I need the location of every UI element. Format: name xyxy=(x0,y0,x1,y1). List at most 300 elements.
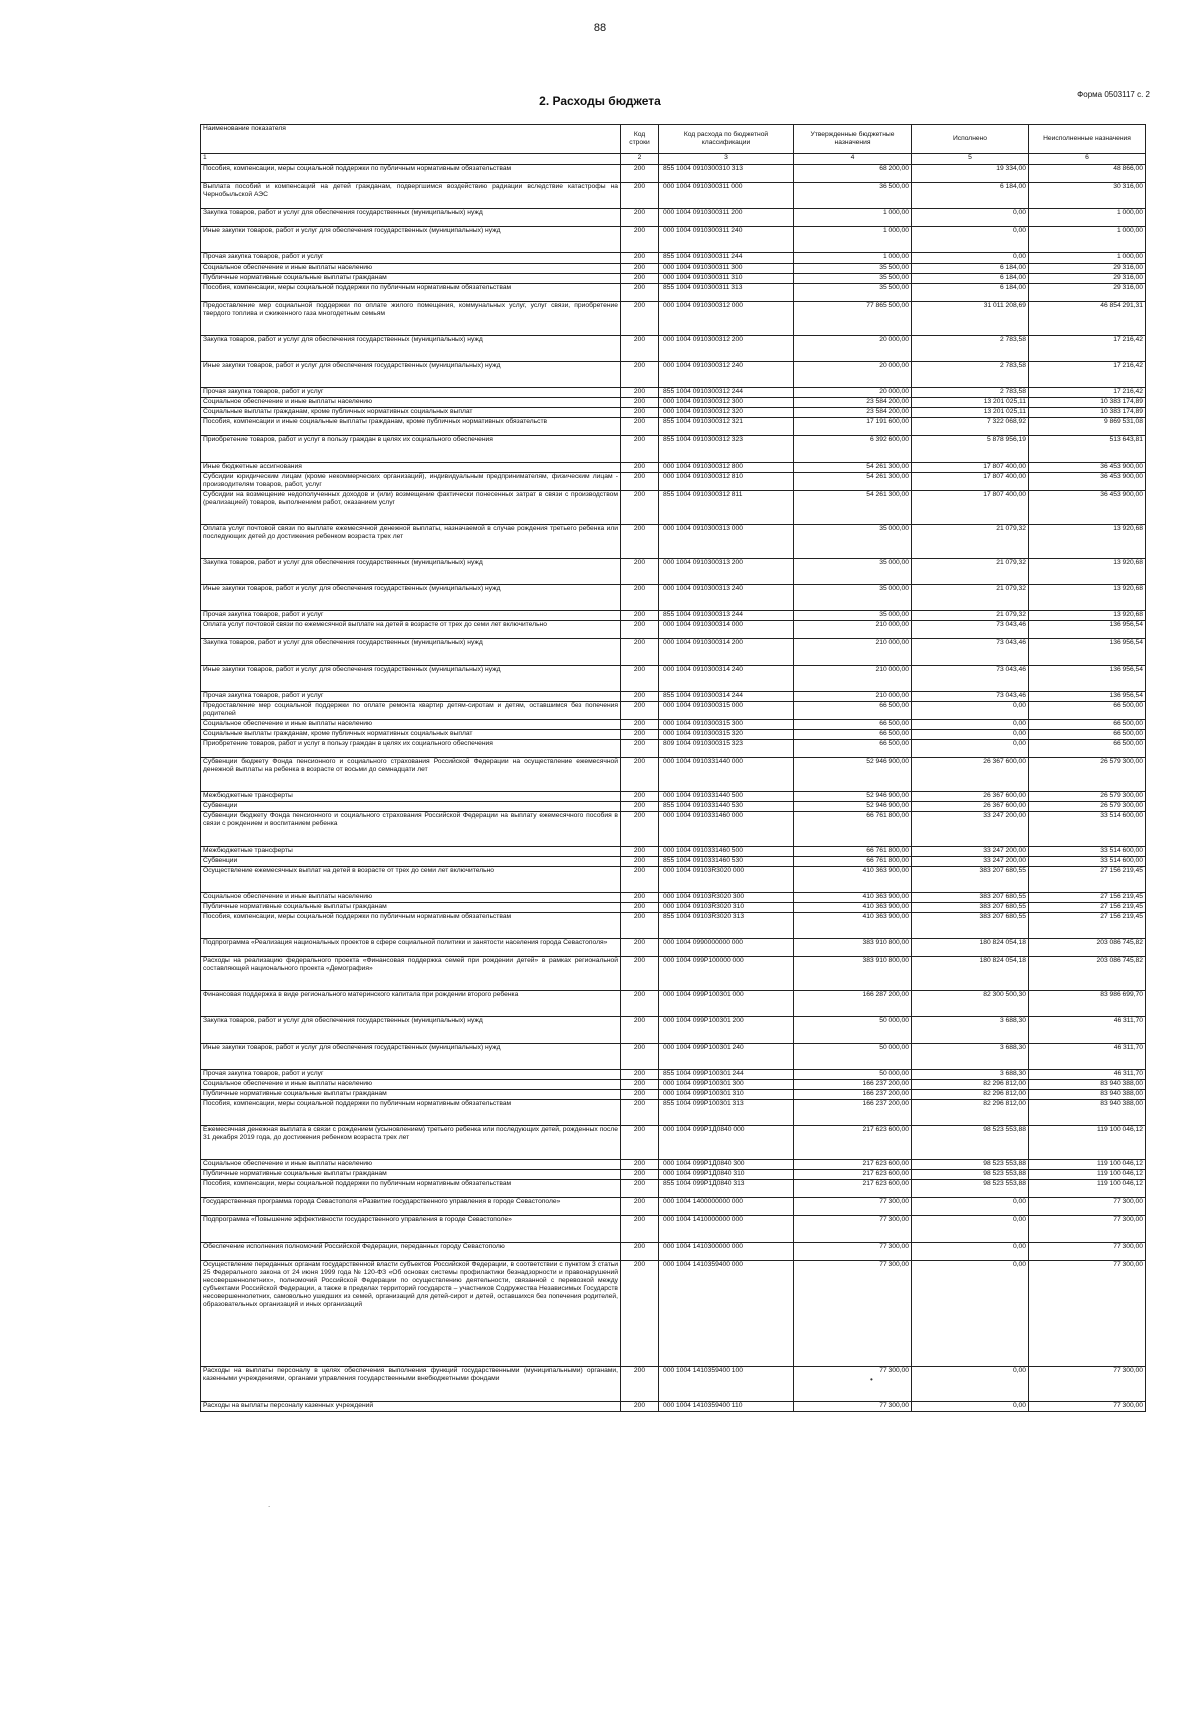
row-name: Закупка товаров, работ и услуг для обеспечения государственных (муниципальных) нужд xyxy=(201,335,621,361)
row-executed: 73 043,46 xyxy=(912,621,1029,639)
row-kbk-code: 000 1004 0990000000 000 xyxy=(659,939,794,957)
row-approved: 210 000,00 xyxy=(794,665,912,691)
row-approved: 77 300,00 xyxy=(794,1401,912,1411)
row-executed: 98 523 553,88 xyxy=(912,1160,1029,1170)
column-number-row xyxy=(201,154,1146,165)
row-unexecuted: 9 869 531,08 xyxy=(1029,418,1146,436)
row-line-code: 200 xyxy=(621,209,659,227)
row-name: Субсидии юридическим лицам (кроме некоммерческих организаций), индивидуальным предпринимателям, физическим лицам - производителям товаров, работ, услуг xyxy=(201,472,621,490)
row-unexecuted: 48 866,00 xyxy=(1029,165,1146,183)
table-row xyxy=(201,1099,1146,1125)
row-line-code: 200 xyxy=(621,398,659,408)
table-row xyxy=(201,902,1146,912)
form-code: Форма 0503117 с. 2 xyxy=(1077,90,1150,99)
table-row xyxy=(201,335,1146,361)
row-executed: 33 247 200,00 xyxy=(912,856,1029,866)
row-line-code: 200 xyxy=(621,1401,659,1411)
row-unexecuted: 36 453 900,00 xyxy=(1029,472,1146,490)
row-unexecuted: 77 300,00 xyxy=(1029,1216,1146,1242)
table-row xyxy=(201,436,1146,462)
row-line-code: 200 xyxy=(621,639,659,665)
row-executed: 17 807 400,00 xyxy=(912,462,1029,472)
table-row xyxy=(201,462,1146,472)
row-unexecuted: 46 311,70 xyxy=(1029,1069,1146,1079)
row-approved: 54 261 300,00 xyxy=(794,472,912,490)
row-name: Субвенции бюджету Фонда пенсионного и социального страхования Российской Федерации на осуществление ежемесячной денежной выплаты на ребенка в возрасте от восьми до семнадцати лет xyxy=(201,758,621,792)
row-unexecuted: 77 300,00 xyxy=(1029,1260,1146,1367)
row-approved: 166 237 200,00 xyxy=(794,1099,912,1125)
row-executed: 6 184,00 xyxy=(912,263,1029,273)
row-kbk-code: 000 1004 0910331440 000 xyxy=(659,758,794,792)
row-unexecuted: 77 300,00 xyxy=(1029,1198,1146,1216)
row-executed: 98 523 553,88 xyxy=(912,1126,1029,1160)
row-approved: 166 237 200,00 xyxy=(794,1079,912,1089)
row-unexecuted: 119 100 046,12 xyxy=(1029,1126,1146,1160)
row-executed: 73 043,46 xyxy=(912,639,1029,665)
row-kbk-code: 855 1004 0910300312 811 xyxy=(659,490,794,524)
table-row xyxy=(201,1069,1146,1079)
row-kbk-code: 000 1004 0910331460 500 xyxy=(659,846,794,856)
row-executed: 13 201 025,11 xyxy=(912,398,1029,408)
row-approved: 66 500,00 xyxy=(794,729,912,739)
table-row xyxy=(201,283,1146,301)
row-kbk-code: 000 1004 099P1Д0840 300 xyxy=(659,1160,794,1170)
row-approved: 66 500,00 xyxy=(794,701,912,719)
row-unexecuted: 66 500,00 xyxy=(1029,719,1146,729)
row-kbk-code: 855 1004 0910331440 530 xyxy=(659,802,794,812)
row-unexecuted: 1 000,00 xyxy=(1029,227,1146,253)
row-kbk-code: 000 1004 0910300315 000 xyxy=(659,701,794,719)
table-row xyxy=(201,639,1146,665)
row-kbk-code: 000 1004 0910300311 000 xyxy=(659,183,794,209)
row-name: Социальное обеспечение и иные выплаты населению xyxy=(201,398,621,408)
row-approved: 217 623 600,00 xyxy=(794,1170,912,1180)
row-approved: 6 392 600,00 xyxy=(794,436,912,462)
table-header xyxy=(201,125,1146,165)
row-name: Предоставление мер социальной поддержки по оплате ремонта квартир детям-сиротам и детям, оставшимся без попечения родителей xyxy=(201,701,621,719)
row-executed: 0,00 xyxy=(912,1367,1029,1401)
row-unexecuted: 203 086 745,82 xyxy=(1029,957,1146,991)
row-name: Обеспечение исполнения полномочий Российской Федерации, переданных городу Севастополю xyxy=(201,1242,621,1260)
row-name: Прочая закупка товаров, работ и услуг xyxy=(201,388,621,398)
row-kbk-code: 000 1004 0910331460 000 xyxy=(659,812,794,846)
row-kbk-code: 000 1004 099P100301 300 xyxy=(659,1079,794,1089)
row-executed: 2 783,58 xyxy=(912,362,1029,388)
table-row xyxy=(201,1089,1146,1099)
row-approved: 66 761 800,00 xyxy=(794,812,912,846)
row-line-code: 200 xyxy=(621,1198,659,1216)
row-executed: 383 207 680,55 xyxy=(912,912,1029,938)
table-row xyxy=(201,758,1146,792)
row-kbk-code: 000 1004 09103R3020 310 xyxy=(659,902,794,912)
header-executed: Исполнено xyxy=(912,125,1029,154)
row-approved: 52 946 900,00 xyxy=(794,802,912,812)
row-kbk-code: 809 1004 0910300315 323 xyxy=(659,740,794,758)
row-kbk-code: 855 1004 0910300313 244 xyxy=(659,611,794,621)
table-row xyxy=(201,1401,1146,1411)
table-row xyxy=(201,559,1146,585)
row-line-code: 200 xyxy=(621,856,659,866)
row-approved: 52 946 900,00 xyxy=(794,792,912,802)
table-row xyxy=(201,856,1146,866)
row-executed: 13 201 025,11 xyxy=(912,408,1029,418)
row-approved: 210 000,00 xyxy=(794,691,912,701)
row-approved: 20 000,00 xyxy=(794,335,912,361)
row-approved: 410 363 900,00 xyxy=(794,912,912,938)
row-executed: 17 807 400,00 xyxy=(912,490,1029,524)
row-unexecuted: 27 156 219,45 xyxy=(1029,866,1146,892)
row-line-code: 200 xyxy=(621,301,659,335)
row-kbk-code: 855 1004 0910300312 323 xyxy=(659,436,794,462)
row-approved: 383 910 800,00 xyxy=(794,957,912,991)
header-kbk: Код расхода по бюджетной классификации xyxy=(659,125,794,154)
table-row xyxy=(201,912,1146,938)
header-approved: Утвержденные бюджетные назначения xyxy=(794,125,912,154)
row-name: Подпрограмма «Повышение эффективности государственного управления в городе Севастополе» xyxy=(201,1216,621,1242)
row-name: Пособия, компенсации, меры социальной поддержки по публичным нормативным обязательствам xyxy=(201,165,621,183)
row-approved: 77 300,00 xyxy=(794,1242,912,1260)
row-unexecuted: 46 854 291,31 xyxy=(1029,301,1146,335)
scan-mark: • xyxy=(870,1375,873,1384)
row-unexecuted: 33 514 600,00 xyxy=(1029,856,1146,866)
row-kbk-code: 855 1004 099P1Д0840 313 xyxy=(659,1180,794,1198)
table-row xyxy=(201,253,1146,263)
row-approved: 54 261 300,00 xyxy=(794,490,912,524)
row-unexecuted: 17 216,42 xyxy=(1029,388,1146,398)
row-line-code: 200 xyxy=(621,585,659,611)
row-unexecuted: 27 156 219,45 xyxy=(1029,892,1146,902)
row-line-code: 200 xyxy=(621,1170,659,1180)
row-unexecuted: 36 453 900,00 xyxy=(1029,462,1146,472)
row-kbk-code: 000 1004 0910300312 320 xyxy=(659,408,794,418)
row-line-code: 200 xyxy=(621,792,659,802)
row-executed: 2 783,58 xyxy=(912,388,1029,398)
table-row xyxy=(201,846,1146,856)
row-unexecuted: 66 500,00 xyxy=(1029,729,1146,739)
row-approved: 1 000,00 xyxy=(794,227,912,253)
row-line-code: 200 xyxy=(621,388,659,398)
row-line-code: 200 xyxy=(621,758,659,792)
scan-mark: . xyxy=(268,1500,271,1509)
table-row xyxy=(201,1170,1146,1180)
row-line-code: 200 xyxy=(621,490,659,524)
row-approved: 410 363 900,00 xyxy=(794,902,912,912)
column-number: 5 xyxy=(912,154,1029,165)
row-line-code: 200 xyxy=(621,273,659,283)
row-name: Расходы на реализацию федерального проекта «Финансовая поддержка семей при рождении детей» в рамках региональной составляющей национального проекта «Демография» xyxy=(201,957,621,991)
row-name: Финансовая поддержка в виде регионального материнского капитала при рождении второго ребенка xyxy=(201,991,621,1017)
row-executed: 3 688,30 xyxy=(912,1017,1029,1043)
row-name: Расходы на выплаты персоналу казенных учреждений xyxy=(201,1401,621,1411)
row-unexecuted: 26 579 300,00 xyxy=(1029,792,1146,802)
row-executed: 2 783,58 xyxy=(912,335,1029,361)
row-unexecuted: 119 100 046,12 xyxy=(1029,1180,1146,1198)
row-executed: 0,00 xyxy=(912,1401,1029,1411)
row-name: Приобретение товаров, работ и услуг в пользу граждан в целях их социального обеспечения xyxy=(201,436,621,462)
row-name: Публичные нормативные социальные выплаты гражданам xyxy=(201,1170,621,1180)
row-name: Расходы на выплаты персоналу в целях обеспечения выполнения функций государственными (муниципальными) органами, казенными учреждениями, органами управления государственными внебюджетными фондами xyxy=(201,1367,621,1401)
table-row xyxy=(201,939,1146,957)
row-approved: 210 000,00 xyxy=(794,639,912,665)
table-row xyxy=(201,1216,1146,1242)
row-name: Приобретение товаров, работ и услуг в пользу граждан в целях их социального обеспечения xyxy=(201,740,621,758)
row-kbk-code: 000 1004 0910300315 320 xyxy=(659,729,794,739)
row-approved: 50 000,00 xyxy=(794,1017,912,1043)
row-executed: 26 367 600,00 xyxy=(912,758,1029,792)
row-line-code: 200 xyxy=(621,1043,659,1069)
row-kbk-code: 000 1004 0910300312 000 xyxy=(659,301,794,335)
row-executed: 26 367 600,00 xyxy=(912,802,1029,812)
row-line-code: 200 xyxy=(621,902,659,912)
row-name: Иные закупки товаров, работ и услуг для обеспечения государственных (муниципальных) нужд xyxy=(201,665,621,691)
table-row xyxy=(201,1043,1146,1069)
row-line-code: 200 xyxy=(621,418,659,436)
table-row xyxy=(201,183,1146,209)
header-name: Наименование показателя xyxy=(201,125,621,154)
row-unexecuted: 27 156 219,45 xyxy=(1029,912,1146,938)
row-unexecuted: 26 579 300,00 xyxy=(1029,802,1146,812)
row-line-code: 200 xyxy=(621,462,659,472)
table-row xyxy=(201,398,1146,408)
row-unexecuted: 27 156 219,45 xyxy=(1029,902,1146,912)
table-row xyxy=(201,408,1146,418)
row-approved: 1 000,00 xyxy=(794,253,912,263)
row-line-code: 200 xyxy=(621,263,659,273)
row-approved: 1 000,00 xyxy=(794,209,912,227)
row-line-code: 200 xyxy=(621,1242,659,1260)
row-executed: 6 184,00 xyxy=(912,273,1029,283)
column-number: 6 xyxy=(1029,154,1146,165)
table-row xyxy=(201,957,1146,991)
row-kbk-code: 855 1004 09103R3020 313 xyxy=(659,912,794,938)
row-approved: 36 500,00 xyxy=(794,183,912,209)
row-unexecuted: 29 316,00 xyxy=(1029,273,1146,283)
row-kbk-code: 000 1004 099P1Д0840 000 xyxy=(659,1126,794,1160)
row-executed: 17 807 400,00 xyxy=(912,472,1029,490)
table-row xyxy=(201,691,1146,701)
row-kbk-code: 000 1004 1410359400 110 xyxy=(659,1401,794,1411)
row-approved: 17 191 600,00 xyxy=(794,418,912,436)
row-unexecuted: 46 311,70 xyxy=(1029,1017,1146,1043)
table-row xyxy=(201,209,1146,227)
column-number: 3 xyxy=(659,154,794,165)
row-approved: 77 300,00 xyxy=(794,1367,912,1401)
row-kbk-code: 000 1004 1410359400 100 xyxy=(659,1367,794,1401)
row-executed: 383 207 680,55 xyxy=(912,866,1029,892)
table-row xyxy=(201,611,1146,621)
column-number: 4 xyxy=(794,154,912,165)
row-line-code: 200 xyxy=(621,253,659,263)
header-line-code: Код строки xyxy=(621,125,659,154)
row-line-code: 200 xyxy=(621,892,659,902)
row-line-code: 200 xyxy=(621,1126,659,1160)
row-name: Публичные нормативные социальные выплаты гражданам xyxy=(201,902,621,912)
row-executed: 0,00 xyxy=(912,701,1029,719)
row-unexecuted: 513 643,81 xyxy=(1029,436,1146,462)
row-line-code: 200 xyxy=(621,621,659,639)
table-row xyxy=(201,701,1146,719)
row-kbk-code: 000 1004 0910300312 810 xyxy=(659,472,794,490)
row-name: Прочая закупка товаров, работ и услуг xyxy=(201,253,621,263)
row-name: Иные закупки товаров, работ и услуг для обеспечения государственных (муниципальных) нужд xyxy=(201,585,621,611)
row-name: Субвенции xyxy=(201,856,621,866)
row-executed: 21 079,32 xyxy=(912,524,1029,558)
row-kbk-code: 000 1004 09103R3020 000 xyxy=(659,866,794,892)
row-approved: 35 000,00 xyxy=(794,611,912,621)
row-name: Социальные выплаты гражданам, кроме публичных нормативных социальных выплат xyxy=(201,408,621,418)
row-unexecuted: 33 514 600,00 xyxy=(1029,812,1146,846)
row-name: Предоставление мер социальной поддержки по оплате жилого помещения, коммунальных услуг, услуг связи, приобретение твердого топлива и сжиженного газа многодетным семьям xyxy=(201,301,621,335)
row-executed: 82 296 812,00 xyxy=(912,1089,1029,1099)
row-name: Субвенции бюджету Фонда пенсионного и социального страхования Российской Федерации на выплату ежемесячного пособия в связи с рождением и воспитанием ребенка xyxy=(201,812,621,846)
row-approved: 52 946 900,00 xyxy=(794,758,912,792)
row-kbk-code: 855 1004 0910300314 244 xyxy=(659,691,794,701)
page-number: 88 xyxy=(593,22,607,34)
row-executed: 180 824 054,18 xyxy=(912,957,1029,991)
row-executed: 0,00 xyxy=(912,1198,1029,1216)
row-unexecuted: 119 100 046,12 xyxy=(1029,1170,1146,1180)
row-name: Социальное обеспечение и иные выплаты населению xyxy=(201,263,621,273)
row-line-code: 200 xyxy=(621,524,659,558)
row-name: Субсидии на возмещение недополученных доходов и (или) возмещение фактически понесенных затрат в связи с производством (реализацией) товаров, выполнением работ, оказанием услуг xyxy=(201,490,621,524)
row-name: Межбюджетные трансферты xyxy=(201,792,621,802)
table-row xyxy=(201,802,1146,812)
row-line-code: 200 xyxy=(621,362,659,388)
row-line-code: 200 xyxy=(621,1099,659,1125)
row-executed: 73 043,46 xyxy=(912,691,1029,701)
row-kbk-code: 855 1004 099P100301 313 xyxy=(659,1099,794,1125)
row-kbk-code: 000 1004 0910300312 240 xyxy=(659,362,794,388)
table-row xyxy=(201,388,1146,398)
row-line-code: 200 xyxy=(621,740,659,758)
row-executed: 3 688,30 xyxy=(912,1043,1029,1069)
row-kbk-code: 000 1004 1400000000 000 xyxy=(659,1198,794,1216)
row-line-code: 200 xyxy=(621,866,659,892)
row-approved: 77 865 500,00 xyxy=(794,301,912,335)
row-line-code: 200 xyxy=(621,283,659,301)
row-name: Иные бюджетные ассигнования xyxy=(201,462,621,472)
row-line-code: 200 xyxy=(621,701,659,719)
row-approved: 66 500,00 xyxy=(794,740,912,758)
row-kbk-code: 855 1004 0910300310 313 xyxy=(659,165,794,183)
row-unexecuted: 77 300,00 xyxy=(1029,1401,1146,1411)
row-executed: 6 184,00 xyxy=(912,183,1029,209)
row-approved: 210 000,00 xyxy=(794,621,912,639)
row-kbk-code: 000 1004 1410300000 000 xyxy=(659,1242,794,1260)
row-unexecuted: 26 579 300,00 xyxy=(1029,758,1146,792)
row-approved: 50 000,00 xyxy=(794,1069,912,1079)
row-unexecuted: 29 316,00 xyxy=(1029,263,1146,273)
row-executed: 21 079,32 xyxy=(912,611,1029,621)
table-row xyxy=(201,1180,1146,1198)
row-unexecuted: 203 086 745,82 xyxy=(1029,939,1146,957)
row-approved: 66 500,00 xyxy=(794,719,912,729)
row-line-code: 200 xyxy=(621,611,659,621)
row-name: Закупка товаров, работ и услуг для обеспечения государственных (муниципальных) нужд xyxy=(201,559,621,585)
row-line-code: 200 xyxy=(621,408,659,418)
row-executed: 383 207 680,55 xyxy=(912,902,1029,912)
row-kbk-code: 000 1004 0910331440 500 xyxy=(659,792,794,802)
row-line-code: 200 xyxy=(621,183,659,209)
row-kbk-code: 000 1004 0910300315 300 xyxy=(659,719,794,729)
row-approved: 35 000,00 xyxy=(794,559,912,585)
row-kbk-code: 000 1004 0910300313 000 xyxy=(659,524,794,558)
row-unexecuted: 10 383 174,89 xyxy=(1029,408,1146,418)
row-line-code: 200 xyxy=(621,1216,659,1242)
row-name: Оплата услуг почтовой связи по ежемесячной выплате на детей в возрасте от трех до семи лет включительно xyxy=(201,621,621,639)
row-unexecuted: 36 453 900,00 xyxy=(1029,490,1146,524)
row-approved: 77 300,00 xyxy=(794,1216,912,1242)
row-executed: 0,00 xyxy=(912,740,1029,758)
row-line-code: 200 xyxy=(621,1260,659,1367)
table-row xyxy=(201,812,1146,846)
row-approved: 217 623 600,00 xyxy=(794,1126,912,1160)
row-executed: 0,00 xyxy=(912,1260,1029,1367)
row-line-code: 200 xyxy=(621,729,659,739)
row-unexecuted: 17 216,42 xyxy=(1029,335,1146,361)
row-approved: 410 363 900,00 xyxy=(794,892,912,902)
row-approved: 35 500,00 xyxy=(794,283,912,301)
row-approved: 166 237 200,00 xyxy=(794,1089,912,1099)
row-kbk-code: 000 1004 0910300314 200 xyxy=(659,639,794,665)
table-row xyxy=(201,729,1146,739)
row-approved: 23 584 200,00 xyxy=(794,398,912,408)
row-kbk-code: 000 1004 0910300312 300 xyxy=(659,398,794,408)
row-kbk-code: 000 1004 1410000000 000 xyxy=(659,1216,794,1242)
row-approved: 217 623 600,00 xyxy=(794,1180,912,1198)
row-unexecuted: 66 500,00 xyxy=(1029,740,1146,758)
row-executed: 383 207 680,55 xyxy=(912,892,1029,902)
row-kbk-code: 000 1004 0910300314 240 xyxy=(659,665,794,691)
row-line-code: 200 xyxy=(621,691,659,701)
table-row xyxy=(201,621,1146,639)
table-row xyxy=(201,740,1146,758)
row-kbk-code: 000 1004 0910300311 310 xyxy=(659,273,794,283)
row-name: Ежемесячная денежная выплата в связи с рождением (усыновлением) третьего ребенка или последующих детей, рожденных после 31 декабря 2019 года, до достижения ребенком возраста трех лет xyxy=(201,1126,621,1160)
row-kbk-code: 000 1004 099P100301 200 xyxy=(659,1017,794,1043)
row-name: Социальные выплаты гражданам, кроме публичных нормативных социальных выплат xyxy=(201,729,621,739)
table-body xyxy=(201,165,1146,1412)
row-unexecuted: 30 316,00 xyxy=(1029,183,1146,209)
row-executed: 21 079,32 xyxy=(912,559,1029,585)
row-line-code: 200 xyxy=(621,1160,659,1170)
row-name: Пособия, компенсации и иные социальные выплаты гражданам, кроме публичных нормативных обязательств xyxy=(201,418,621,436)
row-name: Иные закупки товаров, работ и услуг для обеспечения государственных (муниципальных) нужд xyxy=(201,227,621,253)
row-name: Публичные нормативные социальные выплаты гражданам xyxy=(201,273,621,283)
row-name: Государственная программа города Севастополя «Развитие государственного управления в городе Севастополе» xyxy=(201,1198,621,1216)
table-row xyxy=(201,665,1146,691)
row-kbk-code: 000 1004 0910300311 200 xyxy=(659,209,794,227)
row-executed: 19 334,00 xyxy=(912,165,1029,183)
row-executed: 180 824 054,18 xyxy=(912,939,1029,957)
table-row xyxy=(201,524,1146,558)
row-executed: 0,00 xyxy=(912,1216,1029,1242)
row-line-code: 200 xyxy=(621,719,659,729)
row-approved: 23 584 200,00 xyxy=(794,408,912,418)
row-line-code: 200 xyxy=(621,559,659,585)
table-row xyxy=(201,892,1146,902)
row-executed: 33 247 200,00 xyxy=(912,812,1029,846)
row-name: Межбюджетные трансферты xyxy=(201,846,621,856)
row-kbk-code: 000 1004 099P100301 310 xyxy=(659,1089,794,1099)
row-line-code: 200 xyxy=(621,939,659,957)
row-kbk-code: 000 1004 099P100301 000 xyxy=(659,991,794,1017)
row-name: Закупка товаров, работ и услуг для обеспечения государственных (муниципальных) нужд xyxy=(201,1017,621,1043)
row-line-code: 200 xyxy=(621,912,659,938)
row-name: Публичные нормативные социальные выплаты гражданам xyxy=(201,1089,621,1099)
table-row xyxy=(201,362,1146,388)
row-line-code: 200 xyxy=(621,227,659,253)
